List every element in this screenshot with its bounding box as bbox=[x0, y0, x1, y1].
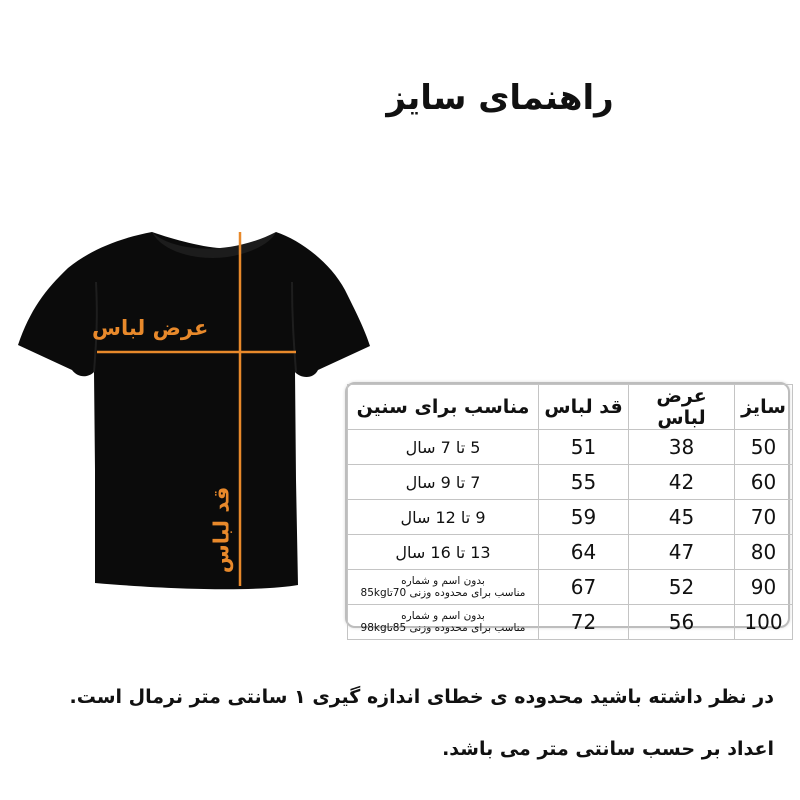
cell-size: 90 bbox=[735, 570, 793, 605]
table-row bbox=[348, 465, 793, 500]
cell-age: 7 تا 9 سال bbox=[348, 465, 539, 500]
cell-length: 55 bbox=[539, 465, 629, 500]
cell-size: 60 bbox=[735, 465, 793, 500]
cell-length: 51 bbox=[539, 430, 629, 465]
cell-length: 64 bbox=[539, 535, 629, 570]
table-row bbox=[348, 535, 793, 570]
table-header-row bbox=[348, 385, 793, 430]
cell-width: 47 bbox=[629, 535, 735, 570]
cell-age bbox=[348, 570, 539, 605]
cell-width: 38 bbox=[629, 430, 735, 465]
width-label: عرض لباس bbox=[92, 316, 209, 340]
cell-width: 56 bbox=[629, 605, 735, 640]
cell-size: 50 bbox=[735, 430, 793, 465]
table-row bbox=[348, 430, 793, 465]
size-table bbox=[345, 382, 790, 634]
cell-size: 100 bbox=[735, 605, 793, 640]
measurement-error-note: در نظر داشته باشید محدوده ی خطای اندازه گیری ۱ سانتی متر نرمال است. bbox=[69, 686, 774, 708]
cell-width: 45 bbox=[629, 500, 735, 535]
page-title: راهنمای سایز bbox=[386, 78, 614, 118]
header-size: سایز bbox=[735, 385, 793, 430]
cell-size: 80 bbox=[735, 535, 793, 570]
cell-length: 59 bbox=[539, 500, 629, 535]
cell-age bbox=[348, 605, 539, 640]
length-label: قد لباس bbox=[209, 486, 234, 574]
table-row bbox=[348, 570, 793, 605]
cell-age: 9 تا 12 سال bbox=[348, 500, 539, 535]
cell-width: 42 bbox=[629, 465, 735, 500]
cell-age-line1: بدون اسم و شماره bbox=[401, 575, 485, 587]
cell-size: 70 bbox=[735, 500, 793, 535]
header-age: مناسب برای سنین bbox=[348, 385, 539, 430]
header-length: قد لباس bbox=[539, 385, 629, 430]
cell-age-line2: مناسب برای محدوده وزنی 70تا85kg bbox=[360, 587, 526, 599]
header-width: عرض لباس bbox=[629, 385, 735, 430]
table-row bbox=[348, 605, 793, 640]
cell-age-line1: بدون اسم و شماره bbox=[401, 610, 485, 622]
cell-width: 52 bbox=[629, 570, 735, 605]
cell-length: 72 bbox=[539, 605, 629, 640]
units-note: اعداد بر حسب سانتی متر می باشد. bbox=[442, 738, 774, 760]
cell-length: 67 bbox=[539, 570, 629, 605]
cell-age: 5 تا 7 سال bbox=[348, 430, 539, 465]
cell-age-line2: مناسب برای محدوده وزنی 85تا98kg bbox=[360, 622, 526, 634]
cell-age: 13 تا 16 سال bbox=[348, 535, 539, 570]
tshirt-shape bbox=[18, 232, 370, 589]
table-row bbox=[348, 500, 793, 535]
